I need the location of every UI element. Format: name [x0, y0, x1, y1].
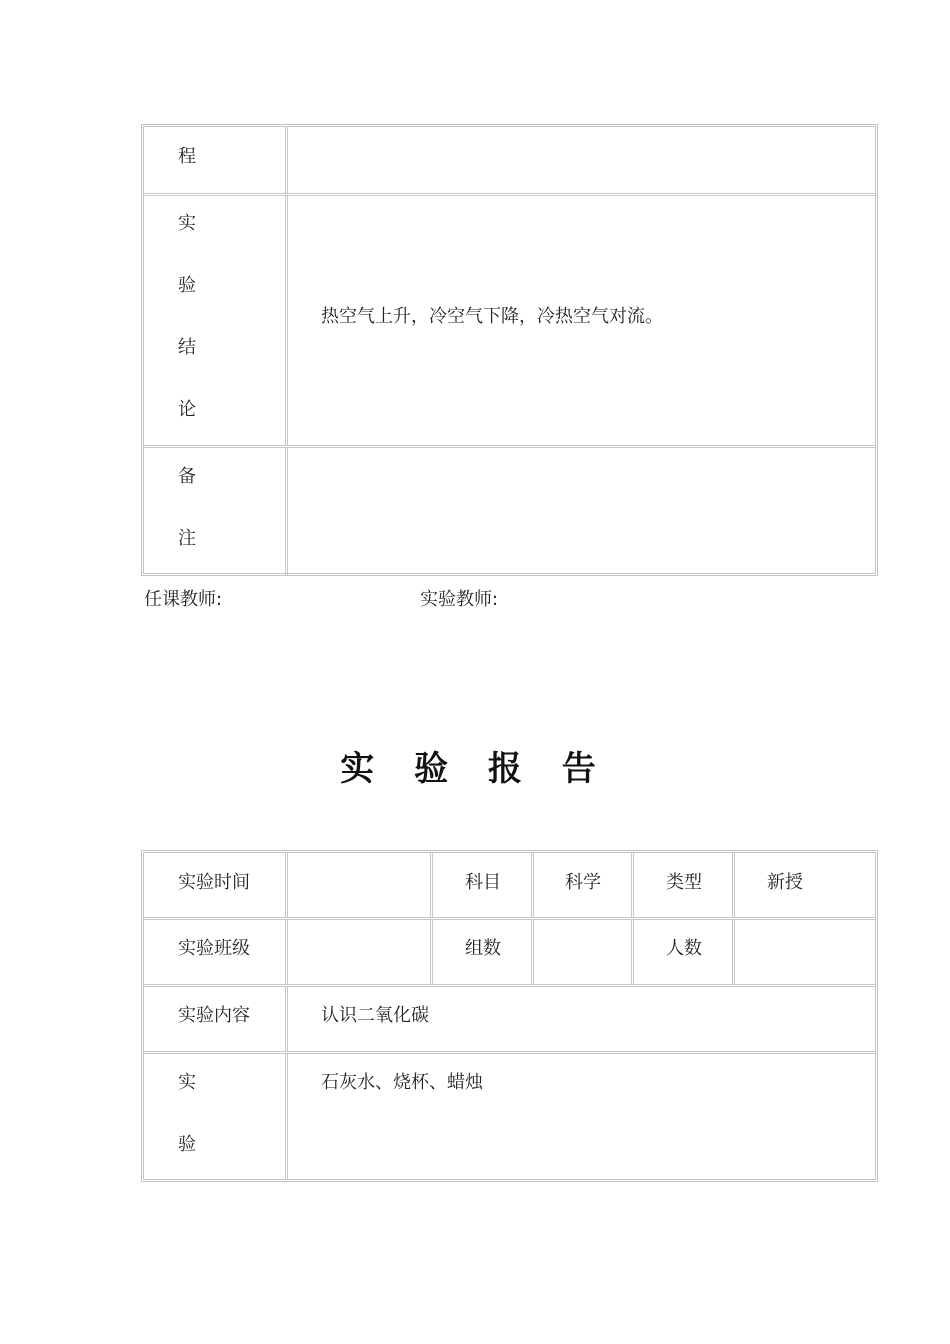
row-content — [144, 987, 875, 1054]
cell-conclusion-value — [288, 196, 875, 445]
content-label: 实验内容 — [178, 1005, 250, 1026]
teacher-signature-label: 任课教师: — [144, 589, 223, 610]
materials-value: 石灰水、烧杯、蜡烛 — [321, 1072, 483, 1093]
cell-people-value — [735, 920, 875, 984]
cell-type-label — [634, 853, 735, 917]
conclusion-label-char: 结 — [178, 337, 196, 358]
conclusion-label-char: 实 — [178, 213, 196, 234]
lab-teacher-signature-label: 实验教师: — [420, 589, 499, 610]
time-label: 实验时间 — [178, 872, 250, 893]
cell-content-label — [144, 987, 288, 1051]
cell-time-label — [144, 853, 288, 917]
cell-materials-label — [144, 1054, 288, 1179]
people-label: 人数 — [666, 938, 702, 959]
cell-type-value — [735, 853, 875, 917]
table-experiment-summary — [141, 124, 878, 576]
cell-subject-value — [534, 853, 634, 917]
cell-time-value — [288, 853, 433, 917]
cell-subject-label — [433, 853, 534, 917]
cell-class-label — [144, 920, 288, 984]
row-time-subject-type — [144, 853, 875, 920]
type-label: 类型 — [666, 872, 702, 893]
subject-value: 科学 — [565, 872, 601, 893]
cell-materials-value — [288, 1054, 875, 1179]
report-title: 实 验 报 告 — [340, 749, 610, 789]
cell-people-label — [634, 920, 735, 984]
cell-process-label — [144, 127, 288, 193]
cell-class-value — [288, 920, 433, 984]
remarks-label-char: 备 — [178, 466, 196, 487]
class-label: 实验班级 — [178, 938, 250, 959]
cell-content-value — [288, 987, 875, 1051]
cell-process-value — [288, 127, 875, 193]
cell-remarks-label — [144, 448, 288, 576]
conclusion-label-char: 验 — [178, 275, 196, 296]
cell-remarks-value — [288, 448, 875, 576]
row-class-group-people — [144, 920, 875, 987]
conclusion-text: 热空气上升，冷空气下降，冷热空气对流。 — [321, 306, 663, 327]
row-materials — [144, 1054, 875, 1179]
materials-label-char: 实 — [178, 1072, 196, 1093]
table-experiment-report — [141, 850, 878, 1182]
materials-label-char: 验 — [178, 1134, 196, 1155]
subject-label: 科目 — [465, 872, 501, 893]
row-process — [144, 127, 875, 196]
content-value: 认识二氧化碳 — [321, 1005, 429, 1026]
conclusion-label-char: 论 — [178, 399, 196, 420]
cell-conclusion-label — [144, 196, 288, 445]
row-conclusion — [144, 196, 875, 448]
cell-group-label — [433, 920, 534, 984]
row-remarks — [144, 448, 875, 576]
process-label: 程 — [178, 146, 196, 167]
remarks-label-char: 注 — [178, 528, 196, 549]
cell-group-value — [534, 920, 634, 984]
type-value: 新授 — [767, 872, 803, 893]
group-label: 组数 — [465, 938, 501, 959]
